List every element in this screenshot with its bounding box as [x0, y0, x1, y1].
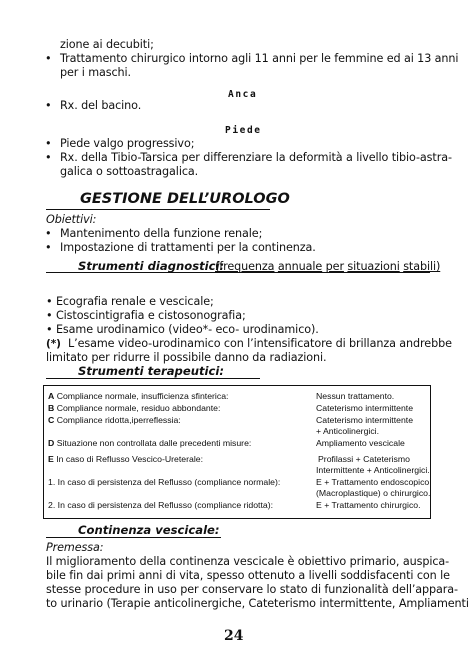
list-item: • Esame urodinamico (video*- eco- urodinamico). [46, 323, 319, 336]
subsection-title-continenza: Continenza vescicale: [78, 523, 220, 537]
text-line: per i maschi. [60, 66, 131, 79]
list-item: • Cistoscintigrafia e cistosonografia; [46, 309, 246, 322]
heading-underline [46, 378, 260, 379]
label-premessa: Premessa: [46, 541, 104, 554]
table-row: 2. In caso di persistenza del Reflusso (compliance ridotta): [48, 500, 274, 510]
note-word: (frequenza [215, 260, 275, 273]
list-item: • Ecografia renale e vescicale; [46, 295, 214, 308]
row-letter: B [48, 403, 55, 413]
row-treatment: Ampliamento vescicale [316, 438, 405, 448]
row-letter: D [48, 438, 55, 448]
bullet-item: • Rx. del bacino. [60, 99, 141, 113]
row-letter: E [48, 454, 54, 464]
paragraph-line: bile fin dai primi anni di vita, spesso ottenuto a livelli soddisfacenti con le [46, 569, 450, 582]
text-line: zione ai decubiti; [60, 38, 154, 51]
row-letter: A [48, 391, 55, 401]
footnote-line: limitato per ridurre il possibile danno da radiazioni. [46, 351, 327, 364]
heading-underline [46, 537, 221, 538]
text-line: galica o sottoastragalica. [60, 165, 199, 178]
subsection-title-terapeutici: Strumenti terapeutici: [78, 364, 224, 378]
row-condition: Situazione non controllata dalle precedenti misure: [56, 438, 252, 448]
paragraph-line: to urinario (Terapie anticolinergiche, Cateterismo intermittente, Ampliamenti [46, 597, 469, 610]
row-treatment: + Anticolinergici. [316, 426, 380, 436]
frequency-note [215, 260, 440, 274]
table-row: 1. In caso di persistenza del Reflusso (compliance normale): [48, 477, 281, 487]
footnote-mark: (*) [46, 338, 61, 350]
footnote-line: L’esame video-urodinamico con l’intensificatore di brillanza andrebbe [68, 337, 452, 350]
bullet-item: • Impostazione di trattamenti per la continenza. [60, 241, 316, 255]
heading-underline [46, 209, 270, 210]
row-condition: In caso di Reflusso Vescico-Ureterale: [56, 454, 204, 464]
row-treatment: Intermittente + Anticolinergici. [316, 465, 430, 475]
bullet-item: • Piede valgo progressivo; [60, 137, 194, 151]
subsection-title-piede: Piede [225, 125, 262, 136]
note-word: stabili) [403, 260, 441, 273]
page-number: 24 [224, 628, 244, 644]
row-condition: Compliance normale, residuo abbondante: [56, 403, 221, 413]
paragraph-line: stesse procedure in uso per conservare lo stato di funzionalità dell’appara- [46, 583, 458, 596]
bullet-item: • Rx. della Tibio-Tarsica per differenziare la deformità a livello tibio-astra- [60, 151, 452, 165]
row-condition: Compliance normale, insufficienza sfinterica: [56, 391, 229, 401]
note-word: situazioni [347, 260, 400, 273]
table-row [48, 415, 181, 426]
label-obiettivi: Obiettivi: [46, 213, 97, 226]
row-condition: Compliance ridotta,iperreflessia: [56, 415, 181, 425]
paragraph-line: Il miglioramento della continenza vescicale è obiettivo primario, auspica- [46, 555, 450, 568]
row-treatment: E + Trattamento chirurgico. [316, 500, 421, 510]
subsection-title-diagnostici: Strumenti diagnostici: [78, 259, 225, 273]
subsection-title-anca: Anca [228, 89, 258, 100]
table-row [48, 403, 220, 414]
section-title: GESTIONE DELL’UROLOGO [80, 191, 290, 207]
row-treatment: (Macroplastique) o chirurgico. [316, 488, 431, 498]
row-treatment: E + Trattamento endoscopico [316, 477, 430, 487]
bullet-item: • Trattamento chirurgico intorno agli 11 anni per le femmine ed ai 13 anni [60, 52, 458, 66]
table-row [48, 454, 203, 465]
row-treatment: Cateterismo intermittente [316, 415, 414, 425]
row-treatment: Nessun trattamento. [316, 391, 395, 401]
row-treatment: Cateterismo intermittente [316, 403, 414, 413]
table-row [48, 438, 251, 449]
note-word: per [325, 260, 344, 273]
table-row [48, 391, 228, 402]
bullet-item: • Mantenimento della funzione renale; [60, 227, 262, 241]
note-word: annuale [277, 260, 323, 273]
row-treatment: Profilassi + Cateterismo [318, 454, 410, 464]
row-letter: C [48, 415, 55, 425]
